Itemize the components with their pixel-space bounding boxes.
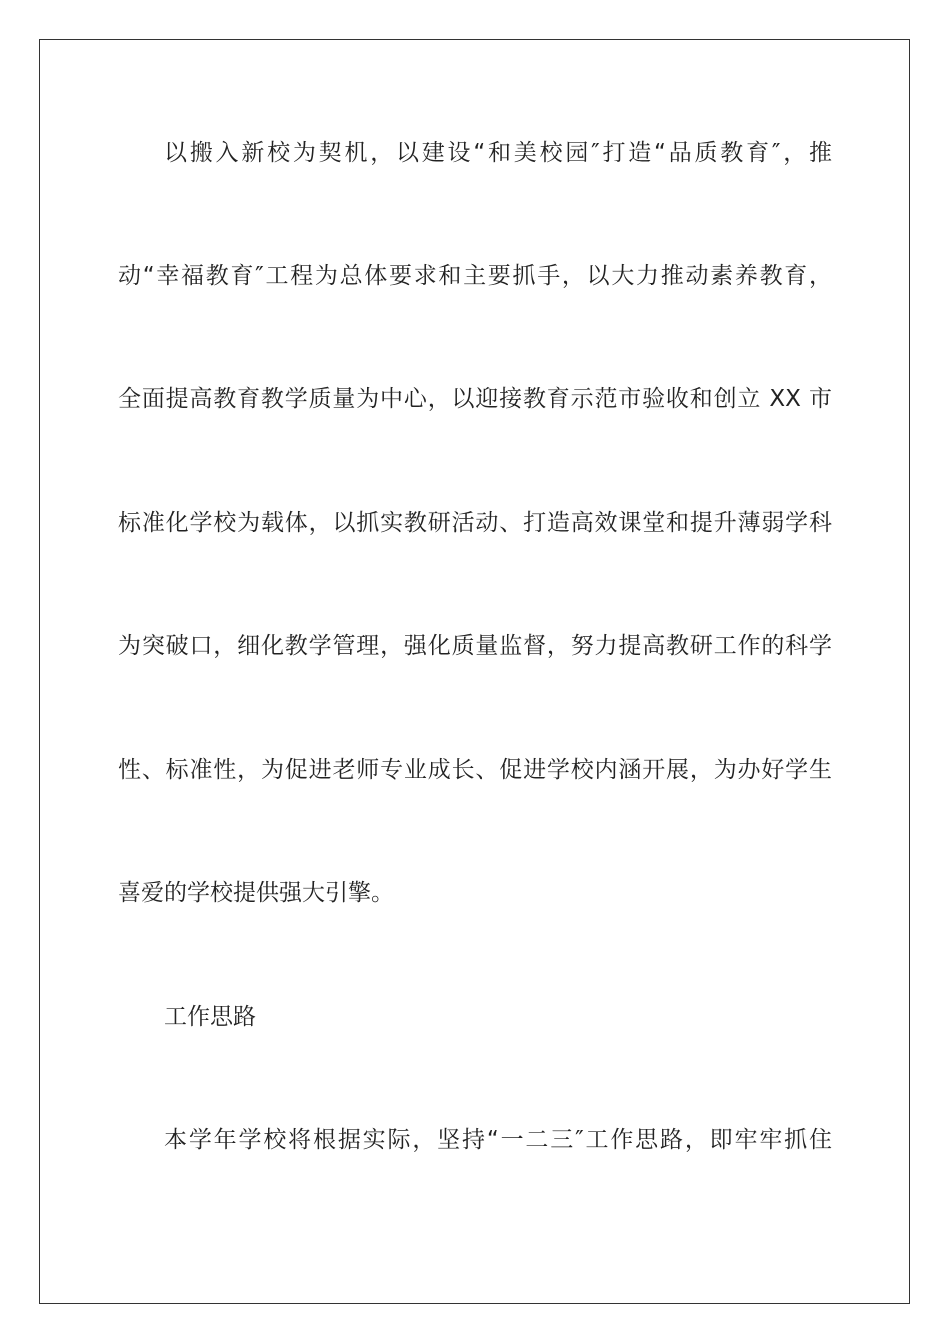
paragraph-1-line-2: 动“幸福教育″工程为总体要求和主要抓手，以大力推动素养教育， xyxy=(118,263,832,289)
paragraph-1-line-4: 标准化学校为载体，以抓实教研活动、打造高效课堂和提升薄弱学科 xyxy=(118,510,832,536)
paragraph-1-line-7: 喜爱的学校提供强大引擎。 xyxy=(118,880,394,906)
paragraph-1-line-6: 性、标准性，为促进老师专业成长、促进学校内涵开展，为办好学生 xyxy=(118,757,832,783)
paragraph-1-line-5: 为突破口，细化教学管理，强化质量监督，努力提高教研工作的科学 xyxy=(118,633,832,659)
section-heading: 工作思路 xyxy=(164,1004,256,1030)
paragraph-2-line-1: 本学年学校将根据实际，坚持“一二三″工作思路，即牢牢抓住 xyxy=(164,1127,832,1153)
page-border xyxy=(39,39,910,1304)
paragraph-1-line-1: 以搬入新校为契机，以建设“和美校园″打造“品质教育″，推 xyxy=(164,140,832,166)
paragraph-1-line-3: 全面提高教育教学质量为中心，以迎接教育示范市验收和创立 XX 市 xyxy=(118,386,832,412)
